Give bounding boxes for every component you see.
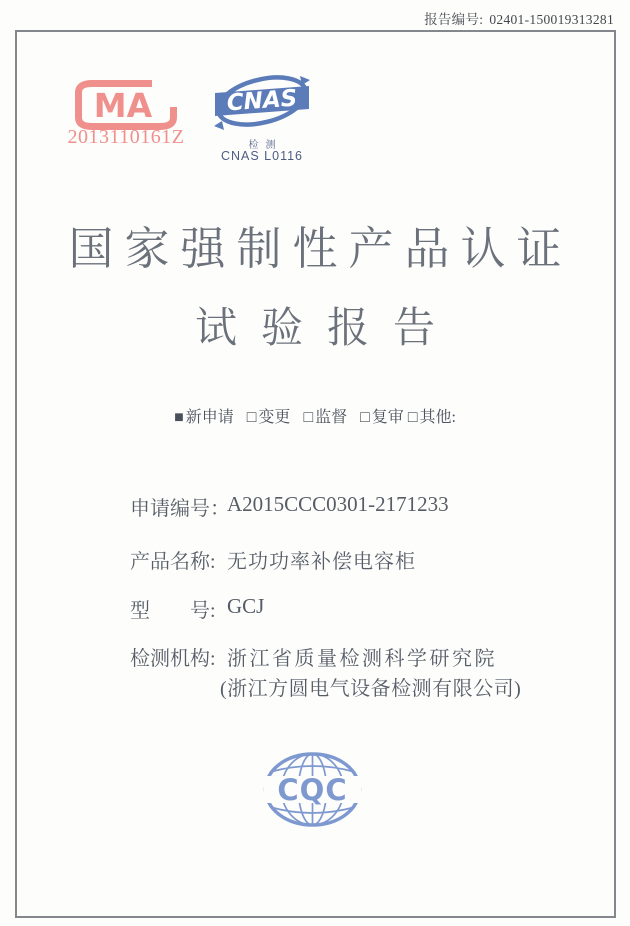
- field-label: 申请编号：: [130, 498, 230, 520]
- checkbox-unchecked-icon: □: [246, 409, 257, 426]
- checkbox-unchecked-icon: □: [303, 409, 314, 426]
- cnas-logo: [212, 72, 312, 163]
- field-value: GCJ: [227, 594, 265, 618]
- field-label: 型 号:: [130, 600, 216, 622]
- checkbox-item-change: [247, 409, 291, 426]
- checkbox-item-other: [408, 409, 456, 426]
- checkbox-checked-icon: ■: [174, 409, 184, 426]
- checkbox-label: 新申请: [185, 409, 234, 426]
- field-label: 检测机构:: [130, 648, 216, 670]
- field-application-number: [130, 492, 449, 521]
- cnas-mark-icon: [212, 72, 312, 134]
- checkbox-label: 变更: [258, 409, 291, 426]
- cma-accreditation-number: 2013110161Z: [67, 126, 185, 148]
- field-testing-agency-line2: (浙江方圆电气设备检测有限公司): [220, 678, 522, 700]
- field-value: 无功功率补偿电容柜: [227, 551, 416, 573]
- field-testing-agency: [130, 642, 497, 671]
- cnas-accreditation-code: CNAS L0116: [220, 149, 304, 163]
- cnas-letters: CNAS: [225, 85, 299, 117]
- report-number: [424, 8, 614, 28]
- cma-mark-icon: [75, 79, 177, 131]
- checkbox-unchecked-icon: □: [407, 409, 418, 426]
- checkbox-item-review: [360, 409, 404, 426]
- cqc-globe-icon: [263, 751, 362, 828]
- application-type-row: [0, 404, 630, 427]
- certificate-title-line1: 国家强制性产品认证: [68, 224, 573, 274]
- cnas-caption: 检测: [248, 140, 283, 151]
- cqc-letters: CQC: [277, 773, 348, 807]
- checkbox-unchecked-icon: □: [360, 409, 370, 426]
- report-number-label: 报告编号:: [424, 12, 484, 27]
- checkbox-label: 监督: [315, 409, 348, 426]
- cqc-logo: [263, 751, 362, 828]
- field-model: [130, 594, 265, 623]
- field-product-name: [130, 545, 416, 574]
- checkbox-item-supervision: [303, 409, 347, 426]
- field-value: A2015CCC0301-2171233: [227, 492, 449, 516]
- checkbox-label: 复审: [371, 409, 404, 426]
- field-value: 浙江省质量检测科学研究院: [227, 648, 497, 670]
- checkbox-label: 其他:: [419, 409, 456, 426]
- report-number-value: 02401-150019313281: [489, 12, 614, 27]
- cma-letters: MA: [93, 86, 153, 125]
- field-label: 产品名称:: [130, 551, 216, 573]
- certificate-title-line2: 试验报告: [194, 306, 459, 352]
- checkbox-item-new-application: [174, 409, 234, 426]
